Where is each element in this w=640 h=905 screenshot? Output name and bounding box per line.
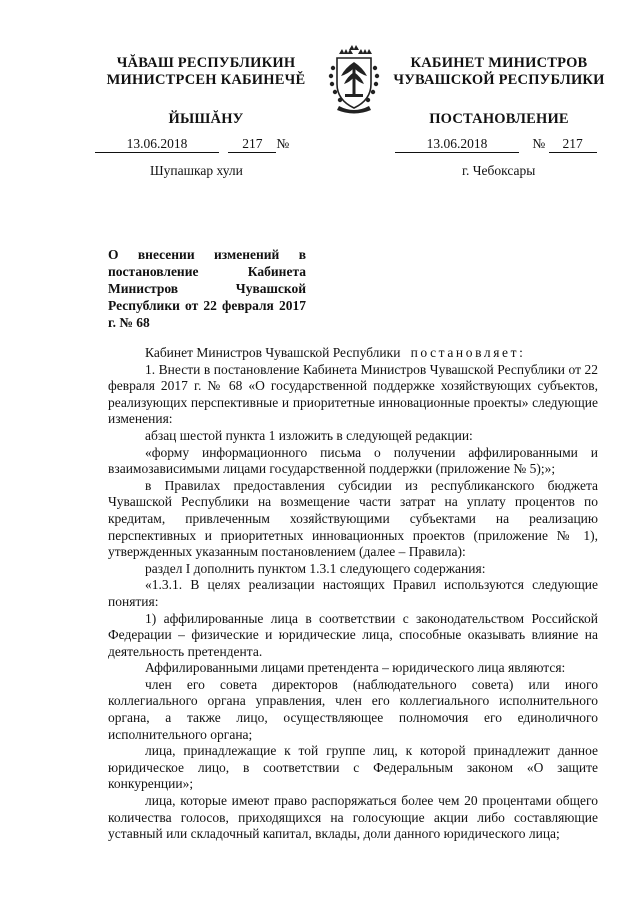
number-right: 217 — [549, 136, 597, 153]
dateline-left — [95, 136, 320, 153]
place-chuvash: Шупашкар хули — [150, 163, 243, 178]
paragraph-8: Аффилированными лицами претендента – юридического лица являются: — [145, 660, 566, 676]
header-right-title: ПОСТАНОВЛЕНИЕ — [429, 111, 569, 127]
paragraph-5: раздел I дополнить пунктом 1.3.1 следующего содержания: — [145, 560, 486, 576]
document-body — [108, 345, 598, 843]
place-russian: г. Чебоксары — [462, 163, 536, 178]
header-right-line2: ЧУВАШСКОЙ РЕСПУБЛИКИ — [393, 72, 605, 88]
number-sign-left: № — [276, 136, 290, 151]
paragraph-10: лица, принадлежащие к той группе лиц, к которой принадлежит данное юридическое лицо, в соответствии с Федеральным законом «О защите конкуренции»; — [108, 743, 598, 792]
intro-verb: постановляет: — [410, 345, 526, 360]
date-right: 13.06.2018 — [395, 136, 519, 153]
dateline-right — [395, 136, 620, 153]
header-left-line1: ЧĂВАШ РЕСПУБЛИКИН — [116, 55, 296, 71]
paragraph-2: абзац шестой пункта 1 изложить в следующей редакции: — [145, 427, 473, 443]
paragraph-4: в Правилах предоставления субсидии из республиканского бюджета Чувашской Республики на возмещение части затрат на уплату процентов по кредитам, привлеченным хозяйствующими субъектами на реализацию перспективных и приоритетных инновационных проектов (приложение № 1), утвержденных указанным постановлением (далее – Правила): — [108, 477, 598, 560]
header-right-line1: КАБИНЕТ МИНИСТРОВ — [410, 55, 588, 71]
intro-paragraph — [108, 345, 598, 362]
paragraph-7: 1) аффилированные лица в соответствии с законодательством Российской Федерации – физические и юридические лица, способные оказывать влияние на деятельность претендента. — [108, 610, 598, 659]
header-left-title: ЙЫШĂНУ — [168, 111, 244, 127]
paragraph-11: лица, которые имеют право распоряжаться более чем 20 процентами общего количества голосов, приходящихся на голосующие акции либо составляющие уставный или складочный капитал, вклады, доли данного юридического лица; — [108, 793, 598, 842]
paragraph-9: член его совета директоров (наблюдательного совета) или иного коллегиального органа управления, член его коллегиального исполнительного органа, а также лицо, осуществляющее полномочия его единоличного исполнительного органа; — [108, 676, 598, 742]
paragraph-6: «1.3.1. В целях реализации настоящих Правил используются следующие понятия: — [108, 577, 598, 609]
header-left-chuvash — [95, 55, 317, 128]
intro-start: Кабинет Министров Чувашской Республики — [145, 345, 401, 360]
date-left: 13.06.2018 — [95, 136, 219, 153]
number-sign-right: № — [532, 136, 546, 151]
paragraph-1: 1. Внести в постановление Кабинета Министров Чувашской Республики от 22 февраля 2017 г. № 68 «О государственной поддержке хозяйствующих субъектов, реализующих перспективные и приоритетные инновационные проекты» следующие изменения: — [108, 361, 598, 427]
header-left-line2: МИНИСТРСЕН КАБИНЕЧĚ — [106, 72, 306, 88]
paragraph-3: «форму информационного письма о получении аффилированными и взаимозависимыми лицами государственной поддержки (приложение № 5);»; — [108, 444, 598, 477]
chuvash-emblem-icon — [325, 44, 383, 114]
header-right-russian — [388, 55, 610, 128]
number-left: 217 — [228, 136, 276, 153]
document-subject: О внесении изменений в постановление Кабинета Министров Чувашской Республики от 22 февраля 2017 г. № 68 — [108, 247, 306, 330]
